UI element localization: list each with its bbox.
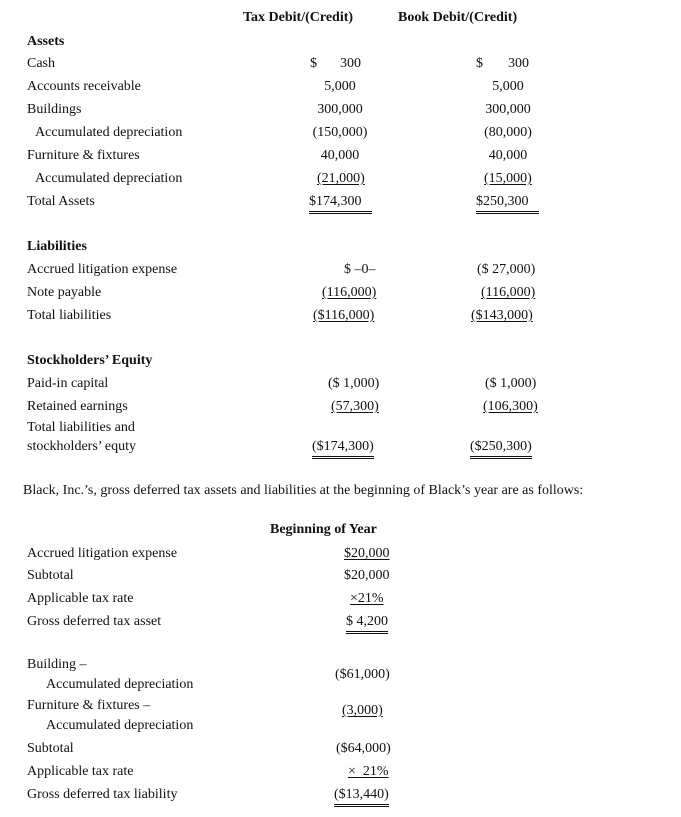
buildings-book-value: 300,000 (485, 102, 531, 117)
dtl-label-building-1: Building – (27, 657, 87, 672)
dtl-label-subtotal: Subtotal (27, 741, 74, 756)
paid-in-capital-tax: ($ 1,000) (328, 376, 380, 391)
accrued-litigation-book: ($ 27,000) (477, 262, 536, 277)
accum-dep-furniture-tax: (21,000) (317, 171, 365, 186)
dta-label-gross: Gross deferred tax asset (27, 614, 162, 629)
beginning-of-year-header: Beginning of Year (270, 522, 377, 537)
row-label-accum-dep-buildings: Accumulated depreciation (35, 125, 183, 140)
intro-sentence: Black, Inc.’s, gross deferred tax assets and liabilities at the beginning of Black’s year are as follows: (23, 483, 584, 498)
total-liab-equity-tax: ($174,300) (312, 439, 374, 459)
row-label-furniture: Furniture & fixtures (27, 148, 140, 163)
dtl-label-furniture-1: Furniture & fixtures – (27, 698, 151, 713)
row-label-total-liabilities: Total liabilities (27, 308, 112, 323)
note-payable-tax: (116,000) (322, 285, 377, 300)
liabilities-heading: Liabilities (27, 239, 87, 254)
row-label-accrued-litigation: Accrued litigation expense (27, 262, 178, 277)
accum-dep-furniture-book: (15,000) (484, 171, 532, 186)
dta-label-accrued-litigation: Accrued litigation expense (27, 546, 178, 561)
total-liabilities-tax: ($116,000) (313, 308, 375, 323)
row-label-total-liab-equity-1: Total liabilities and (27, 420, 135, 435)
total-assets-tax: $174,300 (309, 194, 372, 214)
dtl-building-value: ($61,000) (335, 667, 390, 682)
retained-earnings-tax: (57,300) (331, 399, 379, 414)
row-label-cash: Cash (27, 56, 55, 71)
row-label-total-assets: Total Assets (27, 194, 95, 209)
dta-accrued-litigation-value: $20,000 (344, 546, 390, 561)
total-liabilities-book: ($143,000) (471, 308, 533, 323)
accum-dep-buildings-book: (80,000) (484, 125, 532, 140)
row-label-buildings: Buildings (27, 102, 82, 117)
buildings-tax-value: 300,000 (317, 102, 363, 117)
equity-heading: Stockholders’ Equity (27, 353, 153, 368)
dta-tax-rate-value: ×21% (350, 591, 384, 606)
row-label-total-liab-equity-2: stockholders’ equty (27, 439, 136, 454)
row-label-retained-earnings: Retained earnings (27, 399, 128, 414)
ar-tax-value: 5,000 (324, 79, 356, 94)
furniture-book-value: 40,000 (488, 148, 528, 163)
total-assets-book: $250,300 (476, 194, 539, 214)
cash-book-value: 300 (508, 56, 529, 71)
dtl-label-building-2: Accumulated depreciation (46, 677, 194, 692)
total-liab-equity-book: ($250,300) (470, 439, 532, 459)
row-label-accum-dep-furniture: Accumulated depreciation (35, 171, 183, 186)
assets-heading: Assets (27, 34, 65, 49)
dtl-subtotal-value: ($64,000) (336, 741, 391, 756)
dtl-label-furniture-2: Accumulated depreciation (46, 718, 194, 733)
dtl-furniture-value: (3,000) (342, 703, 383, 718)
dtl-label-gross: Gross deferred tax liability (27, 787, 178, 802)
dta-label-subtotal: Subtotal (27, 568, 74, 583)
accrued-litigation-tax: $ –0– (344, 262, 376, 277)
dtl-label-tax-rate: Applicable tax rate (27, 764, 134, 779)
dtl-gross-value: ($13,440) (334, 787, 389, 807)
cash-book-dollar: $ (476, 56, 483, 71)
row-label-accounts-receivable: Accounts receivable (27, 79, 141, 94)
tax-column-header: Tax Debit/(Credit) (243, 10, 354, 25)
dtl-tax-rate-value: × 21% (348, 764, 389, 779)
row-label-note-payable: Note payable (27, 285, 102, 300)
accum-dep-buildings-tax: (150,000) (312, 125, 368, 140)
dta-label-tax-rate: Applicable tax rate (27, 591, 134, 606)
ar-book-value: 5,000 (492, 79, 524, 94)
note-payable-book: (116,000) (481, 285, 536, 300)
book-column-header: Book Debit/(Credit) (398, 10, 518, 25)
dtl-furniture-value-clip (330, 703, 400, 720)
cash-tax-dollar: $ (310, 56, 317, 71)
row-label-paid-in-capital: Paid-in capital (27, 376, 109, 391)
dta-gross-value: $ 4,200 (346, 614, 388, 634)
furniture-tax-value: 40,000 (320, 148, 360, 163)
retained-earnings-book: (106,300) (483, 399, 538, 414)
dta-subtotal-value: $20,000 (344, 568, 390, 583)
paid-in-capital-book: ($ 1,000) (485, 376, 537, 391)
cash-tax-value: 300 (340, 56, 361, 71)
